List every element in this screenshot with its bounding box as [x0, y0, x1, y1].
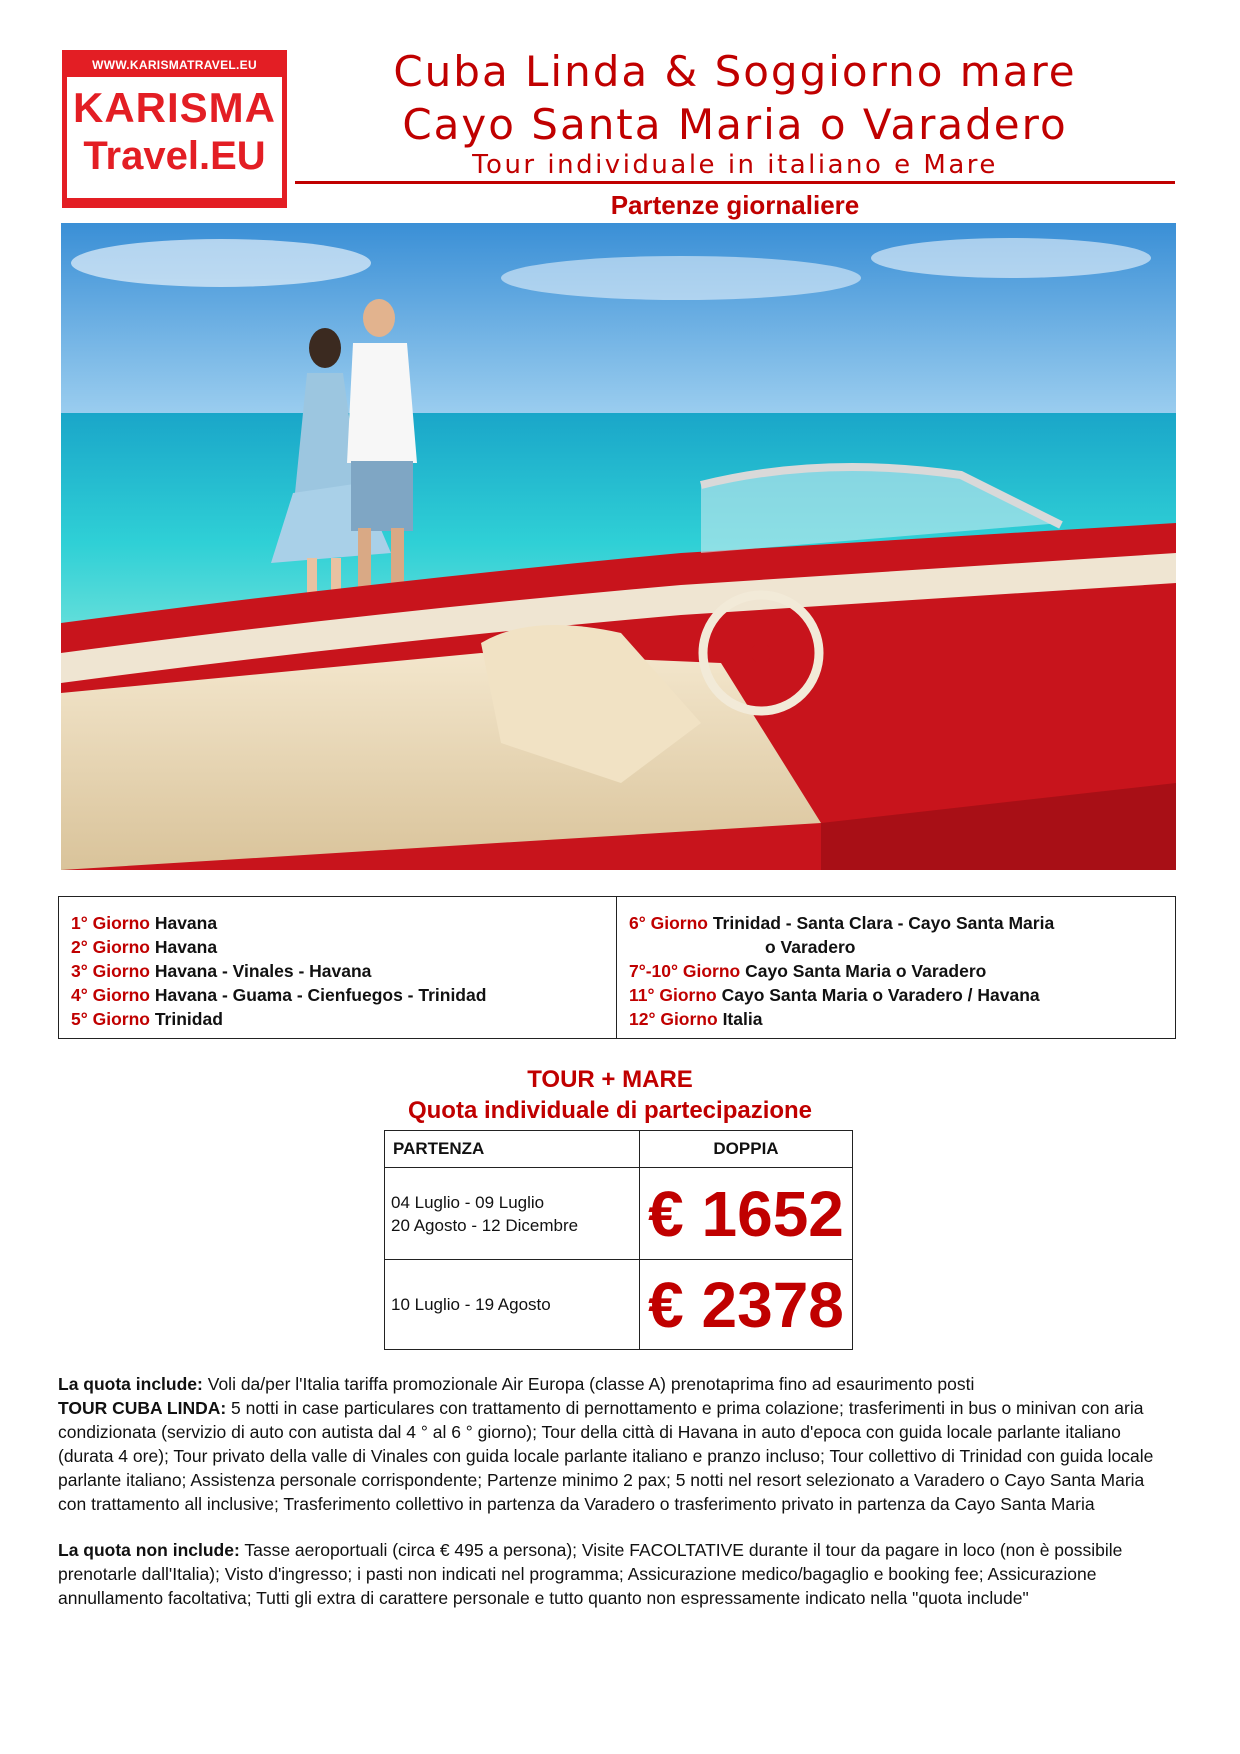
pricing-dates: [385, 1260, 640, 1350]
logo-url: WWW.KARISMATRAVEL.EU: [92, 58, 257, 72]
itinerary-day: 5° Giorno: [71, 1009, 150, 1029]
itinerary-item: [71, 1007, 616, 1031]
tour-label: TOUR CUBA LINDA:: [58, 1398, 227, 1418]
terms-section: [58, 1372, 1176, 1632]
itinerary-item-continued: [629, 935, 1175, 959]
itinerary-day: 7°-10° Giorno: [629, 961, 741, 981]
pricing-date: 04 Luglio - 09 Luglio: [391, 1192, 545, 1212]
pricing-price: € 2378: [640, 1260, 853, 1350]
itinerary-place: Havana - Vinales - Havana: [154, 961, 372, 981]
itinerary-day: 3° Giorno: [71, 961, 150, 981]
itinerary-item: [71, 935, 616, 959]
itinerary-day: 1° Giorno: [71, 913, 150, 933]
header-divider: [295, 181, 1175, 184]
col-departure-header: PARTENZA: [385, 1131, 640, 1168]
itinerary-place: Cayo Santa Maria o Varadero: [745, 961, 987, 981]
itinerary-item: [629, 983, 1175, 1007]
pricing-price: € 1652: [640, 1168, 853, 1260]
itinerary-day: 12° Giorno: [629, 1009, 718, 1029]
itinerary-place: Trinidad - Santa Clara - Cayo Santa Maria: [712, 913, 1055, 933]
itinerary-place: Havana: [154, 937, 218, 957]
included-paragraph: [58, 1372, 1176, 1516]
pricing-row: [385, 1168, 853, 1260]
itinerary-place: Havana: [154, 913, 218, 933]
pricing-dates: [385, 1168, 640, 1260]
pricing-header-row: [385, 1131, 853, 1168]
itinerary-day: 11° Giorno: [629, 985, 717, 1005]
pricing-table: [384, 1130, 853, 1350]
itinerary-item: [629, 911, 1175, 935]
itinerary-place: Havana - Guama - Cienfuegos - Trinidad: [154, 985, 487, 1005]
pricing-heading: TOUR + MARE: [527, 1066, 693, 1093]
logo-name: KARISMA: [73, 84, 276, 131]
excluded-paragraph: [58, 1538, 1176, 1610]
departures-note: Partenze giornaliere: [610, 190, 860, 220]
itinerary-day: 4° Giorno: [71, 985, 150, 1005]
col-double-header: DOPPIA: [640, 1131, 853, 1168]
itinerary-column-left: [59, 897, 617, 1038]
itinerary-item: [629, 1007, 1175, 1031]
included-text: Voli da/per l'Italia tariffa promozionale Air Europa (classe A) prenotaprima fino ad esaurimento posti: [202, 1374, 975, 1394]
excluded-text: Tasse aeroportuali (circa € 495 a persona); Visite FACOLTATIVE durante il tour da pagare in loco (non è possibile prenotarle dall'Italia); Visto d'ingresso; i pasti non indicati nel programma; Assicurazione medico/bagaglio e booking fee; Assicurazione annullamento facoltativa; Tutti gli extra di carattere personale e tutto quanto non espressamente indicato nella "quota include": [58, 1540, 1123, 1608]
pricing-subheading: Quota individuale di partecipazione: [407, 1097, 813, 1124]
logo-sub: Travel.EU: [83, 134, 266, 178]
hero-image: [61, 223, 1176, 870]
page-title-line2: Cayo Santa Maria o Varadero: [402, 100, 1068, 149]
page-subtitle: Tour individuale in italiano e Mare: [472, 150, 998, 180]
itinerary-place: Trinidad: [154, 1009, 223, 1029]
itinerary-day: 6° Giorno: [629, 913, 708, 933]
excluded-label: La quota non include:: [58, 1540, 240, 1560]
pricing-row: [385, 1260, 853, 1350]
logo-inner: [67, 77, 282, 198]
itinerary-table: [58, 896, 1176, 1039]
tour-text: 5 notti in case particulares con trattamento di pernottamento e prima colazione; trasferimenti in bus o minivan con aria condizionata (servizio di auto con autista dal 4 ° al 6 ° giorno); Tour della città di Havana in auto d'epoca con guida locale parlante italiano (durata 4 ore); Tour privato della valle di Vinales con guida locale parlante italiano e pranzo incluso; Tour collettivo di Trinidad con guida locale parlante italiano; Assistenza personale corrispondente; Partenze minimo 2 pax; 5 notti nel resort selezionato a Varadero o Cayo Santa Maria con trattamento all inclusive; Trasferimento collettivo in partenza da Varadero o trasferimento privato in partenza da Cayo Santa Maria: [58, 1398, 1154, 1514]
itinerary-place: Italia: [722, 1009, 763, 1029]
pricing-date: 10 Luglio - 19 Agosto: [391, 1295, 551, 1314]
itinerary-item: [71, 911, 616, 935]
itinerary-item: [629, 959, 1175, 983]
itinerary-place: Cayo Santa Maria o Varadero / Havana: [721, 985, 1040, 1005]
itinerary-item: [71, 959, 616, 983]
included-label: La quota include:: [58, 1374, 203, 1394]
itinerary-column-right: [617, 897, 1175, 1038]
itinerary-day: 2° Giorno: [71, 937, 150, 957]
page-title-line1: Cuba Linda & Soggiorno mare: [393, 47, 1077, 96]
beach-car-illustration: [61, 223, 1176, 870]
karisma-logo: [62, 50, 287, 208]
pricing-date: 20 Agosto - 12 Dicembre: [391, 1215, 579, 1235]
itinerary-place: o Varadero: [765, 937, 856, 957]
itinerary-item: [71, 983, 616, 1007]
